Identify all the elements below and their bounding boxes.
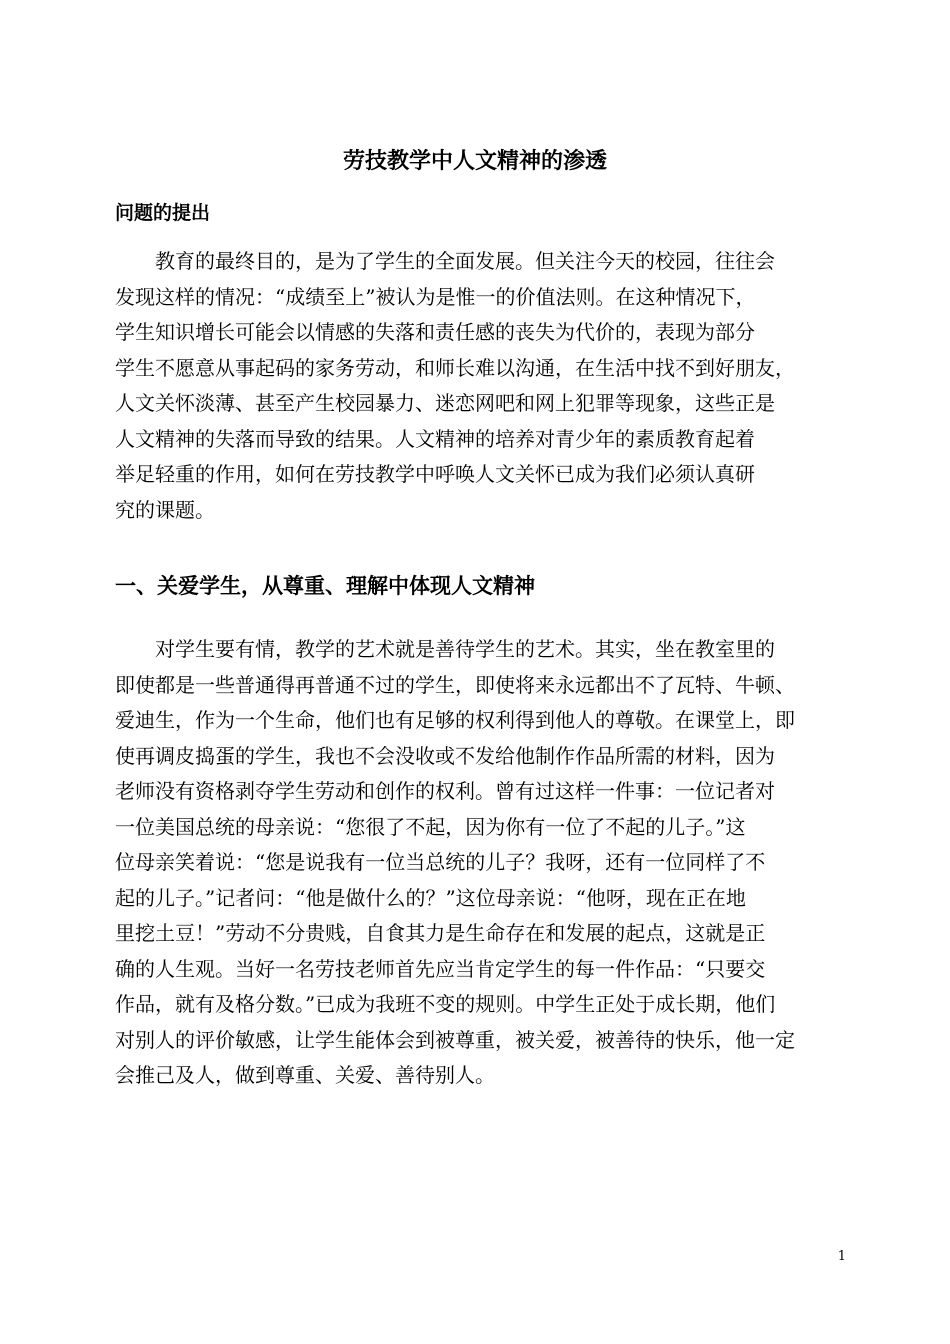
- paragraph-line: 确的人生观。当好一名劳技老师首先应当肯定学生的每一件作品：“只要交: [115, 956, 766, 981]
- paragraph-line: 里挖土豆！”劳动不分贵贱，自食其力是生命存在和发展的起点，这就是正: [115, 921, 766, 945]
- section-heading-1: 一、关爱学生，从尊重、理解中体现人文精神: [115, 574, 535, 598]
- paragraph-line: 学生不愿意从事起码的家务劳动，和师长难以沟通，在生活中找不到好朋友，: [115, 355, 795, 380]
- subheading-problem: 问题的提出: [115, 202, 211, 224]
- paragraph-line: 人文精神的失落而导致的结果。人文精神的培养对青少年的素质教育起着: [115, 426, 755, 451]
- paragraph-section-1: [115, 632, 835, 1094]
- paragraph-line: 起的儿子。”记者问：“他是做什么的？”这位母亲说：“他呀，现在正在地: [115, 885, 746, 910]
- paragraph-intro: [115, 244, 835, 528]
- paragraph-line: 即使都是一些普通得再普通不过的学生，即使将来永远都出不了瓦特、牛顿、: [115, 672, 795, 697]
- page-number: 1: [837, 1249, 846, 1264]
- paragraph-line: 举足轻重的作用，如何在劳技教学中呼唤人文关怀已成为我们必须认真研: [115, 462, 755, 486]
- paragraph-line: 会推己及人，做到尊重、关爱、善待别人。: [115, 1063, 495, 1087]
- paragraph-line: 究的课题。: [115, 497, 215, 522]
- paragraph-line: 使再调皮捣蛋的学生，我也不会没收或不发给他制作作品所需的材料，因为: [115, 743, 775, 768]
- paragraph-line: 老师没有资格剥夺学生劳动和创作的权利。曾有过这样一件事：一位记者对: [115, 779, 775, 803]
- paragraph-line: 学生知识增长可能会以情感的失落和责任感的丧失为代价的，表现为部分: [115, 320, 755, 344]
- paragraph-line: 爱迪生，作为一个生命，他们也有足够的权利得到他人的尊敬。在课堂上，即: [115, 708, 795, 732]
- paragraph-line: 教育的最终目的，是为了学生的全面发展。但关注今天的校园，往往会: [115, 249, 775, 273]
- paragraph-line: 发现这样的情况：“成绩至上”被认为是惟一的价值法则。在这种情况下，: [115, 284, 756, 309]
- paragraph-line: 人文关怀淡薄、甚至产生校园暴力、迷恋网吧和网上犯罪等现象，这些正是: [115, 391, 775, 415]
- paragraph-line: 位母亲笑着说：“您是说我有一位当总统的儿子？我呀，还有一位同样了不: [115, 850, 766, 874]
- paragraph-line: 对学生要有情，教学的艺术就是善待学生的艺术。其实，坐在教室里的: [115, 637, 775, 661]
- document-title: 劳技教学中人文精神的渗透: [342, 149, 607, 174]
- paragraph-line: 对别人的评价敏感，让学生能体会到被尊重，被关爱，被善待的快乐，他一定: [115, 1027, 795, 1052]
- paragraph-line: 一位美国总统的母亲说：“您很了不起，因为你有一位了不起的儿子。”这: [115, 814, 746, 839]
- paragraph-line: 作品，就有及格分数。”已成为我班不变的规则。中学生正处于成长期，他们: [115, 992, 776, 1016]
